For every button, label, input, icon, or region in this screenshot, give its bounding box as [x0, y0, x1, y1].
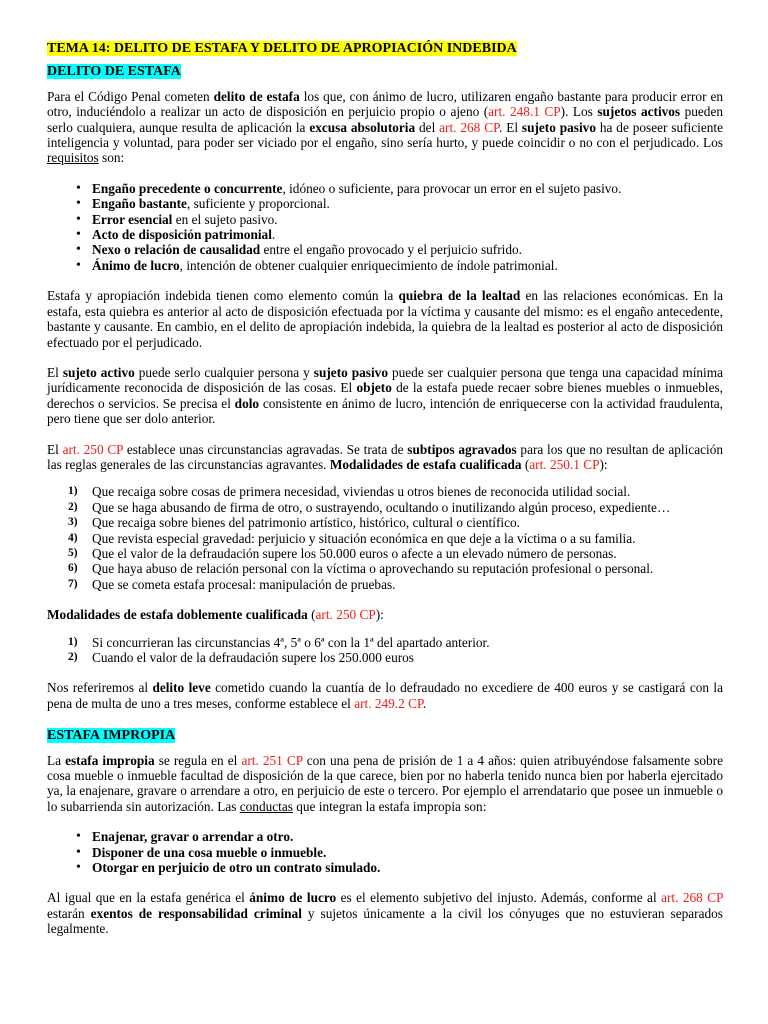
- list-item: [92, 860, 723, 875]
- text-run: para los que no resultan de aplicación las reglas generales de las circunstancias agravantes.: [47, 441, 723, 472]
- text-run: Estafa y apropiación indebida tienen como elemento común la: [47, 288, 399, 304]
- item-number: 3): [68, 516, 78, 529]
- text-run: El: [47, 364, 63, 380]
- item-text: Que haya abuso de relación personal con la víctima o aprovechando su reputación profesional o personal.: [92, 561, 654, 577]
- section-heading-estafa-block: [47, 63, 723, 79]
- paragraph-estafa-impropia: [47, 753, 723, 815]
- item-text: Si concurrieran las circunstancias 4ª, 5ª o 6ª con la 1ª del apartado anterior.: [92, 634, 490, 650]
- bold-term: Modalidades de estafa doblemente cualificada: [47, 607, 308, 623]
- text-run: pueden serlo cualquiera, aunque resulta de aplicación la: [47, 104, 723, 135]
- section-heading-impropia-block: [47, 727, 723, 743]
- cualificada-list: [47, 484, 723, 592]
- list-item: [92, 196, 723, 211]
- document-page: [47, 40, 723, 937]
- bold-term: ánimo de lucro: [249, 890, 337, 906]
- doble-cualificada-list: [47, 635, 723, 666]
- paragraph-animo-lucro: [47, 890, 723, 936]
- numbered-item: [68, 545, 723, 561]
- article-reference: art. 250 CP: [315, 607, 376, 623]
- bold-term: sujeto pasivo: [313, 364, 388, 380]
- article-reference: art. 249.2 CP: [354, 695, 423, 711]
- bold-term: excusa absolutoria: [309, 119, 416, 135]
- text-run: .: [422, 695, 427, 711]
- section-heading-impropia: ESTAFA IMPROPIA: [47, 728, 176, 744]
- list-item-text: , suficiente y proporcional.: [186, 196, 330, 212]
- paragraph-agravadas: [47, 442, 723, 473]
- paragraph-definicion: [47, 89, 723, 166]
- list-item-text: .: [271, 227, 276, 243]
- bold-term: exentos de responsabilidad criminal: [90, 905, 302, 921]
- list-item-term: Error esencial: [92, 211, 173, 227]
- text-run: se regula en el: [154, 752, 242, 768]
- requisitos-list: [47, 181, 723, 273]
- numbered-item: [68, 576, 723, 592]
- document-title-block: [47, 40, 723, 56]
- item-number: 7): [68, 577, 78, 590]
- text-run: y sujetos únicamente a la civil los cónyuges que no estuvieran separados legalmente.: [47, 905, 723, 937]
- list-item: [92, 258, 723, 273]
- numbered-item: [68, 484, 723, 500]
- list-item-text: , intención de obtener cualquier enriquecimiento de índole patrimonial.: [179, 257, 558, 273]
- list-item-text: en el sujeto pasivo.: [172, 211, 278, 227]
- item-text: Que se haga abusando de firma de otro, o sustrayendo, ocultando o inutilizando algún proceso, expediente…: [92, 499, 671, 515]
- text-run: puede serlo cualquier persona y: [134, 364, 314, 380]
- article-reference: art. 268 CP: [439, 119, 499, 135]
- item-number: 1): [68, 635, 78, 648]
- text-run: ):: [375, 607, 384, 623]
- text-run: ):: [599, 456, 608, 472]
- document-title: TEMA 14: DELITO DE ESTAFA Y DELITO DE APROPIACIÓN INDEBIDA: [47, 41, 517, 56]
- item-text: Que el valor de la defraudación supere los 50.000 euros o afecte a un elevado número de personas.: [92, 545, 617, 561]
- item-number: 6): [68, 562, 78, 575]
- list-item-term: Otorgar en perjuicio de otro un contrato simulado.: [92, 860, 381, 876]
- numbered-item: [68, 499, 723, 515]
- list-item-text: , idóneo o suficiente, para provocar un error en el sujeto pasivo.: [282, 180, 622, 196]
- text-run: establece unas circunstancias agravadas. Se trata de: [123, 441, 408, 457]
- bold-term: sujetos activos: [597, 104, 681, 120]
- text-run: El: [47, 441, 63, 457]
- text-run: puede ser cualquier persona que tenga una capacidad mínima jurídicamente reconocida de disposición de las cosas. El: [47, 364, 723, 396]
- list-item-term: Engaño precedente o concurrente: [92, 180, 283, 196]
- text-run: con una pena de prisión de 1 a 4 años: quien atribuyéndose falsamente sobre cosa mueble o inmueble facultad de disposición de la que carece, bien por no haberla tenido nunca bien por haberla ejercitado ya, la enajenare, gravare o arrendare a otro, en perjuicio de este o tercero. Por ejemplo el arrendatario que posee un inmueble o lo subarrienda sin autorización. Las: [47, 752, 723, 814]
- article-reference: art. 250.1 CP: [529, 456, 600, 472]
- item-text: Que recaiga sobre cosas de primera necesidad, viviendas u otros bienes de reconocida utilidad social.: [92, 484, 631, 500]
- list-item-term: Nexo o relación de causalidad: [92, 242, 261, 258]
- text-run: del: [415, 119, 440, 135]
- section-heading-estafa: DELITO DE ESTAFA: [47, 64, 181, 80]
- bold-term: Modalidades de estafa cualificada: [329, 456, 522, 472]
- text-run: (: [307, 607, 316, 623]
- text-run: son:: [98, 150, 125, 166]
- numbered-item: [68, 530, 723, 546]
- paragraph-doble-cualificada: [47, 607, 723, 622]
- list-item: [92, 181, 723, 196]
- list-item: [92, 829, 723, 844]
- list-item: [92, 212, 723, 227]
- item-number: 5): [68, 546, 78, 559]
- bold-term: delito leve: [152, 680, 211, 696]
- article-reference: art. 268 CP: [661, 890, 723, 906]
- underlined-term: conductas: [239, 798, 293, 814]
- text-run: en las relaciones económicas. En la estafa, esta quiebra es anterior al acto de disposición efectuada por la víctima y causante del mismo: es el engaño antecedente, bastante y causante. En cambio, en el delito de apropiación indebida, la quiebra de la lealtad es posterior al acto de disposición efectuado por el perjudicado.: [47, 288, 724, 350]
- text-run: Nos referiremos al: [47, 680, 153, 696]
- list-item-term: Acto de disposición patrimonial: [92, 227, 272, 243]
- text-run: consistente en ánimo de lucro, intención de enriquecerse con la actividad fraudulenta, pero tiene que ser dolo anterior.: [47, 395, 723, 427]
- bold-term: estafa impropia: [65, 752, 155, 768]
- list-item-term: Engaño bastante: [92, 196, 187, 212]
- list-item: [92, 227, 723, 242]
- list-item-text: entre el engaño provocado y el perjuicio sufrido.: [260, 242, 522, 258]
- item-text: Que se cometa estafa procesal: manipulación de pruebas.: [92, 576, 396, 592]
- list-item-term: Disponer de una cosa mueble o inmueble.: [92, 844, 327, 860]
- text-run: cometido cuando la cuantía de lo defraudado no excediere de 400 euros y se castigará con la pena de multa de uno a tres meses, conforme establece el: [47, 680, 723, 711]
- bold-term: objeto: [356, 380, 392, 396]
- bold-term: sujeto activo: [62, 364, 135, 380]
- list-item: [92, 242, 723, 257]
- item-number: 4): [68, 531, 78, 544]
- paragraph-delito-leve: [47, 680, 723, 711]
- text-run: La: [47, 752, 66, 768]
- text-run: (: [521, 456, 530, 472]
- text-run: ha de poseer suficiente inteligencia y voluntad, para poder ser viciado por el engaño, sino sería hurto, y puede coincidir o no con el perjudicado. Los: [47, 119, 723, 151]
- item-text: Que recaiga sobre bienes del patrimonio artístico, histórico, cultural o científico.: [92, 515, 520, 531]
- text-run: es el elemento subjetivo del injusto. Además, conforme al: [336, 890, 662, 906]
- text-run: Para el Código Penal cometen: [47, 88, 214, 104]
- item-text: Que revista especial gravedad: perjuicio y situación económica en que deje a la víctima o a su familia.: [92, 530, 636, 546]
- text-run: ). Los: [560, 104, 598, 120]
- item-text: Cuando el valor de la defraudación supere los 250.000 euros: [92, 650, 414, 665]
- text-run: . El: [499, 119, 522, 135]
- bold-term: sujeto pasivo: [521, 119, 596, 135]
- numbered-item: [68, 634, 723, 650]
- list-item-term: Enajenar, gravar o arrendar a otro.: [92, 829, 294, 845]
- item-number: 1): [68, 485, 78, 498]
- bold-term: dolo: [234, 395, 260, 411]
- item-number: 2): [68, 651, 78, 663]
- article-reference: art. 248.1 CP: [488, 104, 561, 120]
- text-run: de la estafa puede recaer sobre bienes muebles o inmuebles, derechos o servicios. Se precisa el: [47, 380, 723, 411]
- text-run: los que, con ánimo de lucro, utilizaren engaño bastante para producir error en otro, induciéndolo a realizar un acto de disposición en perjuicio propio o ajeno (: [47, 88, 723, 120]
- item-number: 2): [68, 500, 78, 513]
- underlined-term: requisitos: [47, 150, 99, 166]
- bold-term: quiebra de la lealtad: [398, 288, 521, 304]
- text-run: estarán: [47, 905, 91, 921]
- numbered-item: [68, 515, 723, 531]
- conductas-list: [47, 829, 723, 875]
- paragraph-quiebra-lealtad: [47, 288, 723, 350]
- numbered-item: [68, 561, 723, 577]
- list-item-term: Ánimo de lucro: [92, 257, 180, 273]
- bold-term: delito de estafa: [213, 88, 300, 104]
- numbered-item: [68, 650, 723, 665]
- paragraph-sujetos: [47, 365, 723, 427]
- article-reference: art. 251 CP: [241, 752, 303, 768]
- text-run: Al igual que en la estafa genérica el: [47, 890, 250, 906]
- article-reference: art. 250 CP: [62, 441, 124, 457]
- bold-term: subtipos agravados: [407, 441, 517, 457]
- list-item: [92, 845, 723, 860]
- text-run: que integran la estafa impropia son:: [292, 798, 487, 814]
